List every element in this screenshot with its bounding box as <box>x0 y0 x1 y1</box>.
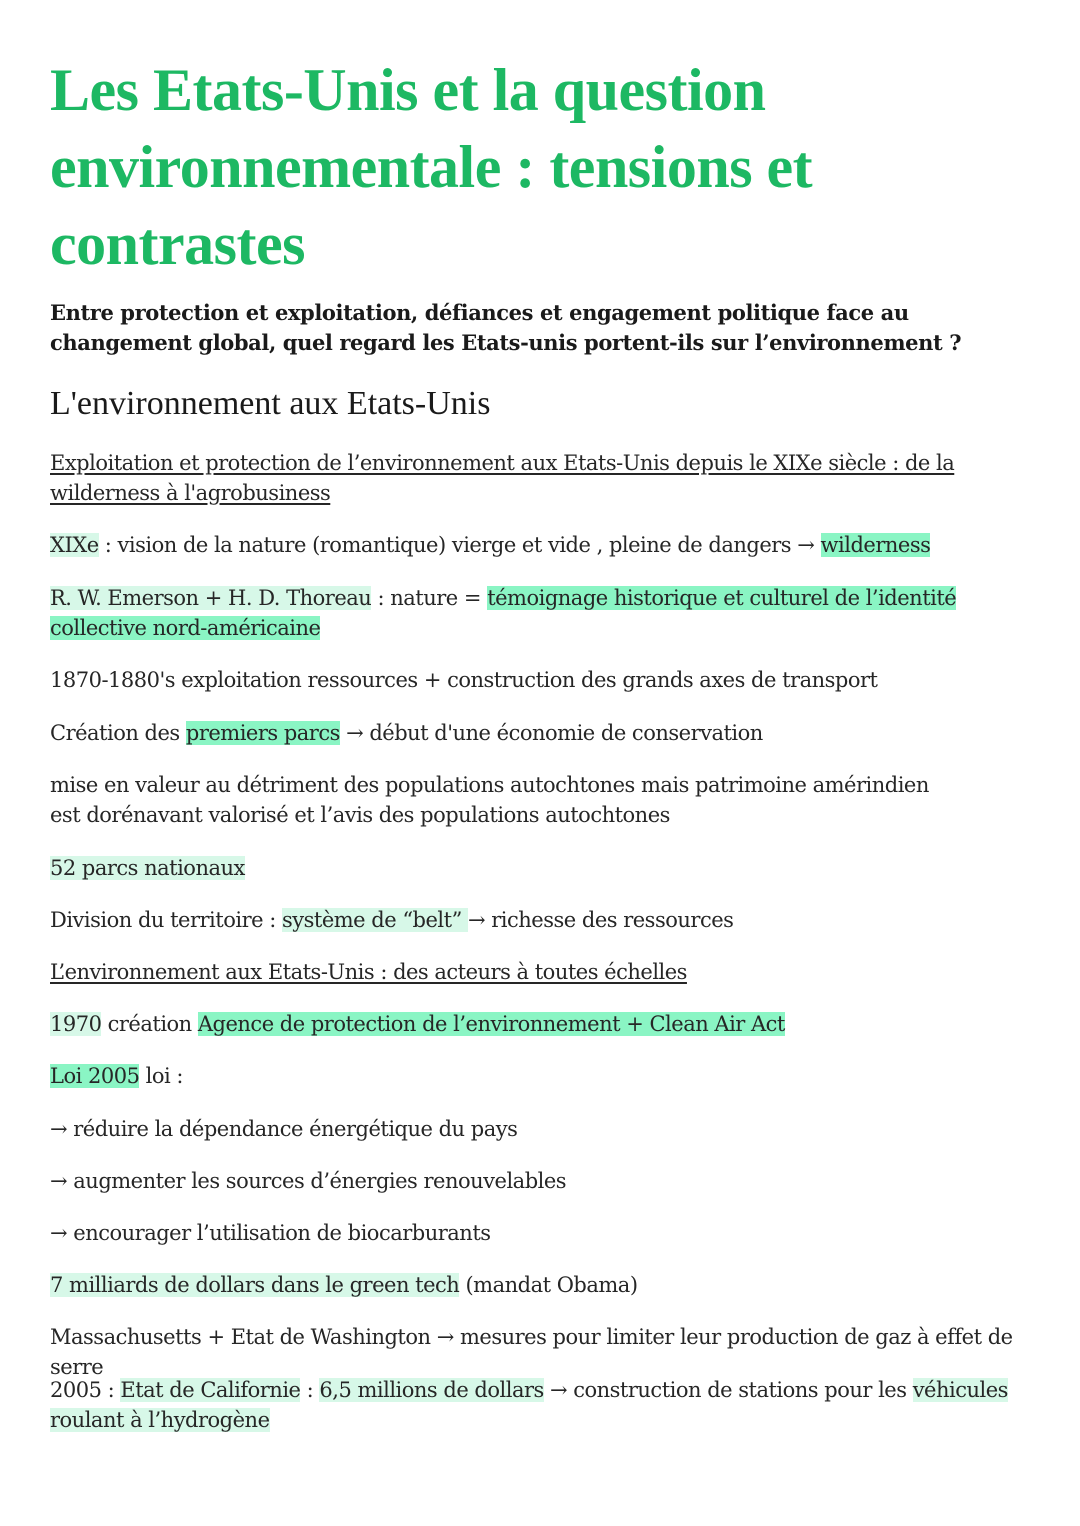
highlight-hydrogene: véhicules roulant à l’hydrogène <box>50 1378 1008 1432</box>
note-line-52-parcs <box>50 853 1035 883</box>
highlight-xixe: XIXe <box>50 533 99 557</box>
note-line-green-tech: 7 milliards de dollars dans le green tech (mandat Obama) <box>50 1273 638 1297</box>
highlight-52-parcs: 52 parcs nationaux <box>50 856 245 880</box>
highlight-loi-2005: Loi 2005 <box>50 1064 140 1088</box>
note-line-parcs: Création des premiers parcs → début d'une économie de conservation <box>50 721 763 745</box>
note-line-reduire: → réduire la dépendance énergétique du pays <box>50 1117 518 1141</box>
note-line-xixe: XIXe : vision de la nature (romantique) vierge et vide , pleine de dangers → wilderness <box>50 533 931 557</box>
page-title: Les Etats-Unis et la question environnementale : tensions et contrastes <box>50 57 813 277</box>
note-line-encourager: → encourager l’utilisation de biocarburants <box>50 1221 491 1245</box>
note-line-autochtones: mise en valeur au détriment des populations autochtones mais patrimoine amérindien est dorénavant valorisé et l’avis des populations autochtones <box>50 773 929 827</box>
highlight-agence: Agence de protection de l’environnement + Clean Air Act <box>197 1012 785 1036</box>
highlight-emerson-thoreau: R. W. Emerson + H. D. Thoreau <box>50 586 372 610</box>
highlight-wilderness: wilderness <box>820 533 931 557</box>
note-line-emerson: R. W. Emerson + H. D. Thoreau : nature = témoignage historique et culturel de l’identité collective nord-américaine <box>50 586 957 640</box>
note-line-belt: Division du territoire : système de “belt” → richesse des ressources <box>50 908 734 932</box>
highlight-1970: 1970 <box>50 1012 102 1036</box>
note-line-augmenter: → augmenter les sources d’énergies renouvelables <box>50 1169 567 1193</box>
note-line-1870: 1870-1880's exploitation ressources + construction des grands axes de transport <box>50 668 878 692</box>
highlight-millions: 6,5 millions de dollars <box>319 1378 544 1402</box>
highlight-premiers-parcs: premiers parcs <box>185 721 340 745</box>
highlight-californie: Etat de Californie <box>120 1378 301 1402</box>
note-line-californie: 2005 : Etat de Californie : 6,5 millions de dollars → construction de stations pour les véhicules roulant à l’hydrogène <box>50 1378 1008 1432</box>
highlight-green-tech: 7 milliards de dollars dans le green tech <box>50 1273 460 1297</box>
intro-question: Entre protection et exploitation, défiances et engagement politique face au changement global, quel regard les Etats-unis portent-ils sur l’environnement ? <box>50 300 962 355</box>
subheading-exploitation: Exploitation et protection de l’environnement aux Etats-Unis depuis le XIXe siècle : de la wilderness à l'agrobusiness <box>50 451 955 505</box>
section-heading: L'environnement aux Etats-Unis <box>50 385 491 422</box>
highlight-belt: système de “belt” <box>281 908 468 932</box>
subheading-acteurs: L’environnement aux Etats-Unis : des acteurs à toutes échelles <box>50 960 687 984</box>
note-line-loi-2005: Loi 2005 loi : <box>50 1064 183 1088</box>
note-line-massachusetts: Massachusetts + Etat de Washington → mesures pour limiter leur production de gaz à effet de serre <box>50 1325 1013 1379</box>
note-line-1970: 1970 création Agence de protection de l’environnement + Clean Air Act <box>50 1012 785 1036</box>
highlight-temoignage: témoignage historique et culturel de l’identité collective nord-américaine <box>50 586 957 640</box>
